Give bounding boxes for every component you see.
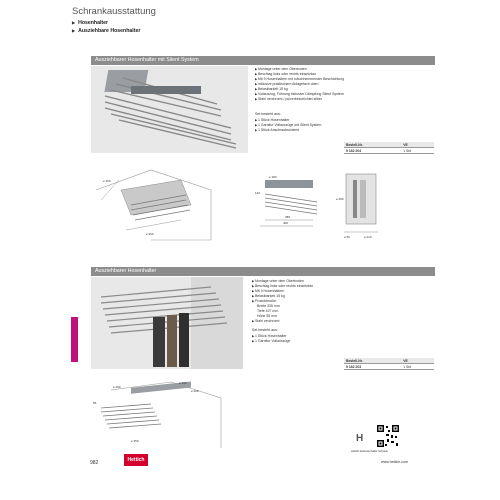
dim-label: ≥ 180 <box>269 175 277 179</box>
section2-features: ▶ Montage unter dem Oberboden ▶ Beschlag links oder rechts einsetzbar ▶ Mit 9 Hosenhaltern ▶ Belastbarkeit 15 kg ▶ Produktmaße: Breite 335 mm Tiefe 427 mm Höhe 55 mm ▶ Stahl verchromt <box>252 279 432 324</box>
page-number: 982 <box>90 460 99 466</box>
product-photo-2 <box>91 277 243 369</box>
accent-tab <box>71 317 78 362</box>
section2-heading: Ausziehbarer Hosenhalter <box>91 267 435 276</box>
section1-set-intro: Set besteht aus: <box>255 112 281 116</box>
dim-label: ≥ 490 <box>103 179 111 183</box>
dim-label: ≥ 350 <box>146 232 154 236</box>
section2-set-items: ▶ 1 Stück Hosenhalter ▶ 1 Garnitur Vollauszüge <box>252 334 290 344</box>
dim-label: ≥ 350 <box>131 439 139 443</box>
section1-set-items: ▶ 1 Stück Hosenhalter ▶ 1 Garnitur Vollauszüge mit Silent System ▶ 1 Stück Anschraubschiene <box>255 118 321 133</box>
page-title: Schrankausstattung <box>72 6 156 17</box>
technical-drawing-4 <box>91 378 226 450</box>
section1-features: ▶ Montage unter dem Oberboden ▶ Beschlag links oder rechts einsetzbar ▶ Mit 9 Hosenhaltern mit rutschhemmender Beschichtung ▶ Inklusive praktischem Ablagefach oben ▶ Belastbarkeit 15 kg ▶ Vollauszug, Führung inklusive Dämpfung Silent System ▶ Stahl verchromt / pulverbeschichtet silber <box>255 67 435 102</box>
technical-drawing-1 <box>91 160 216 242</box>
dim-label: ≥ 200 <box>191 389 199 393</box>
dim-label: ≥ 210 <box>364 235 372 239</box>
dim-label: 400 <box>283 221 289 225</box>
dim-label: ≥ 50 <box>344 235 350 239</box>
technical-drawing-3 <box>336 170 386 240</box>
footer-url[interactable]: www.hettich.com <box>381 460 408 464</box>
order-table-2: Bestell-Nr. VE 9 162 203 1 Set <box>344 358 434 370</box>
product-photo-1 <box>91 66 248 153</box>
qr-caption: Hettich.de/Hosenhalter-Schrank <box>351 450 388 453</box>
svg-text:H: H <box>356 433 364 444</box>
section2-set-intro: Set besteht aus: <box>252 328 278 332</box>
qr-code-icon[interactable] <box>376 424 400 448</box>
dim-label: ≥ 300 <box>179 381 187 385</box>
qr-brand-icon <box>353 428 371 446</box>
brand-logo: Hettich <box>124 454 148 466</box>
dim-label: ≥ 490 <box>113 385 121 389</box>
breadcrumb-ausziehbare[interactable]: ▶ Ausziehbare Hosenhalter <box>72 28 140 34</box>
section1-heading: Ausziehbarer Hosenhalter mit Silent System <box>91 56 435 65</box>
breadcrumb-hosenhalter[interactable]: ▶ Hosenhalter <box>72 20 108 26</box>
dim-label: 55 <box>93 401 97 405</box>
dim-label: ≥ 290 <box>336 197 344 201</box>
technical-drawing-2 <box>255 172 325 230</box>
dim-label: 140 <box>255 191 261 195</box>
dim-label: 385 <box>285 215 291 219</box>
order-table-1: Bestell-Nr. VE 9 162 204 1 Set <box>344 142 434 154</box>
